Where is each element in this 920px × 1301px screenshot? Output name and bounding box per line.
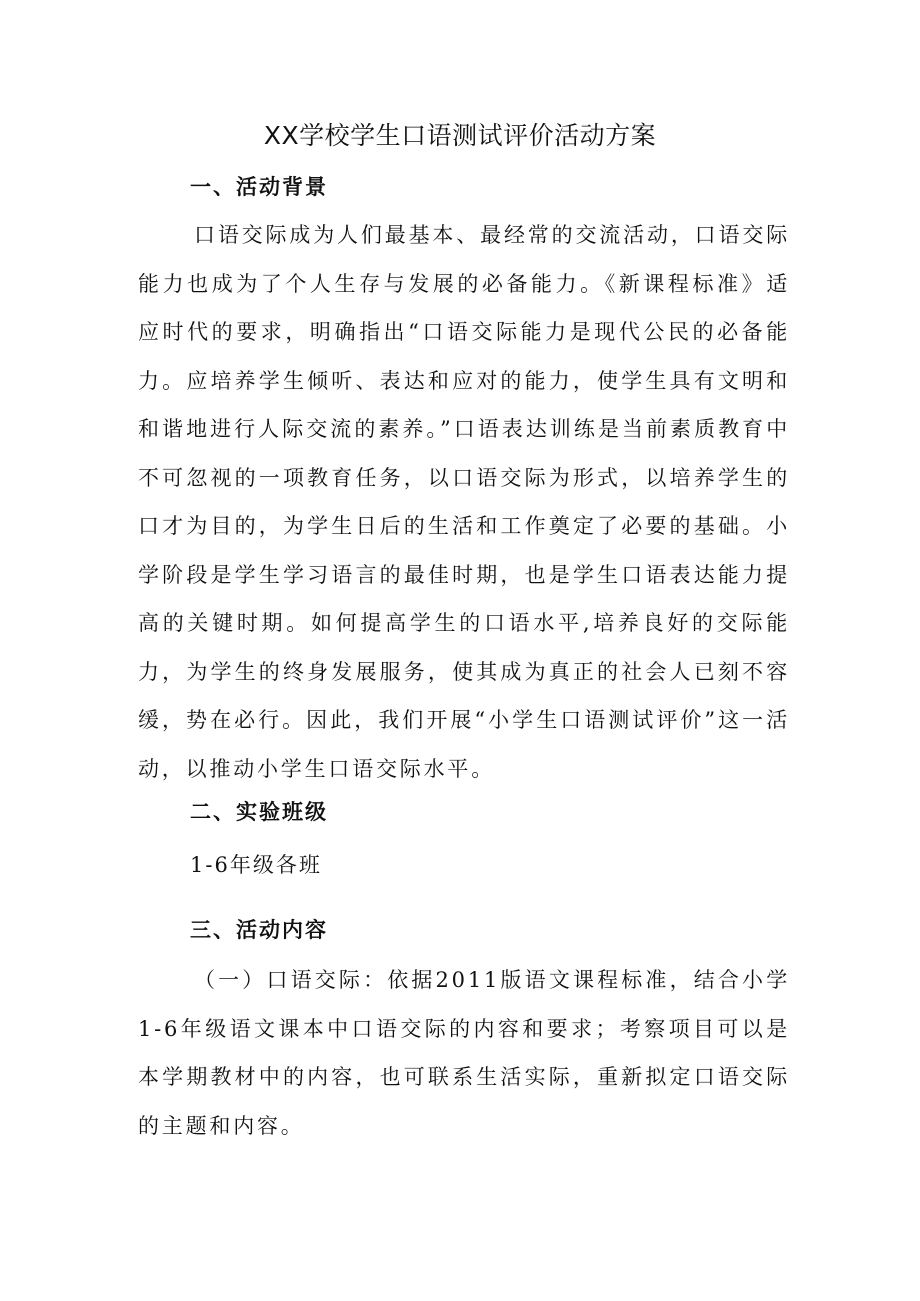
document-title: XX学校学生口语测试评价活动方案 [263,121,657,150]
section-heading-classes: 二、实验班级 [190,800,328,824]
section-heading-content: 三、活动内容 [190,918,328,942]
section-paragraph-classes: 1-6年级各班 [190,853,322,877]
section-heading-background: 一、活动背景 [190,175,328,199]
section-paragraph-background: 口语交际成为人们最基本、最经常的交流活动，口语交际能力也成为了个人生存与发展的必备能力。《新课程标准》适应时代的要求，明确指出“口语交际能力是现代公民的必备能力。应培养学生倾听、表达和应对的能力，使学生具有文明和和谐地进行人际交流的素养。”口语表达训练是当前素质教育中不可忽视的一项教育任务，以口语交际为形式，以培养学生的口才为目的，为学生日后的生活和工作奠定了必要的基础。小学阶段是学生学习语言的最佳时期，也是学生口语表达能力提高的关键时期。如何提高学生的口语水平,培养良好的交际能力，为学生的终身发展服务，使其成为真正的社会人已刻不容缓，势在必行。因此，我们开展“小学生口语测试评价”这一活动，以推动小学生口语交际水平。 [138,223,790,781]
section-paragraph-content: （一）口语交际：依据2011版语文课程标准，结合小学1-6年级语文课本中口语交际的内容和要求；考察项目可以是本学期教材中的内容，也可联系生活实际，重新拟定口语交际的主题和内容。 [138,968,790,1138]
